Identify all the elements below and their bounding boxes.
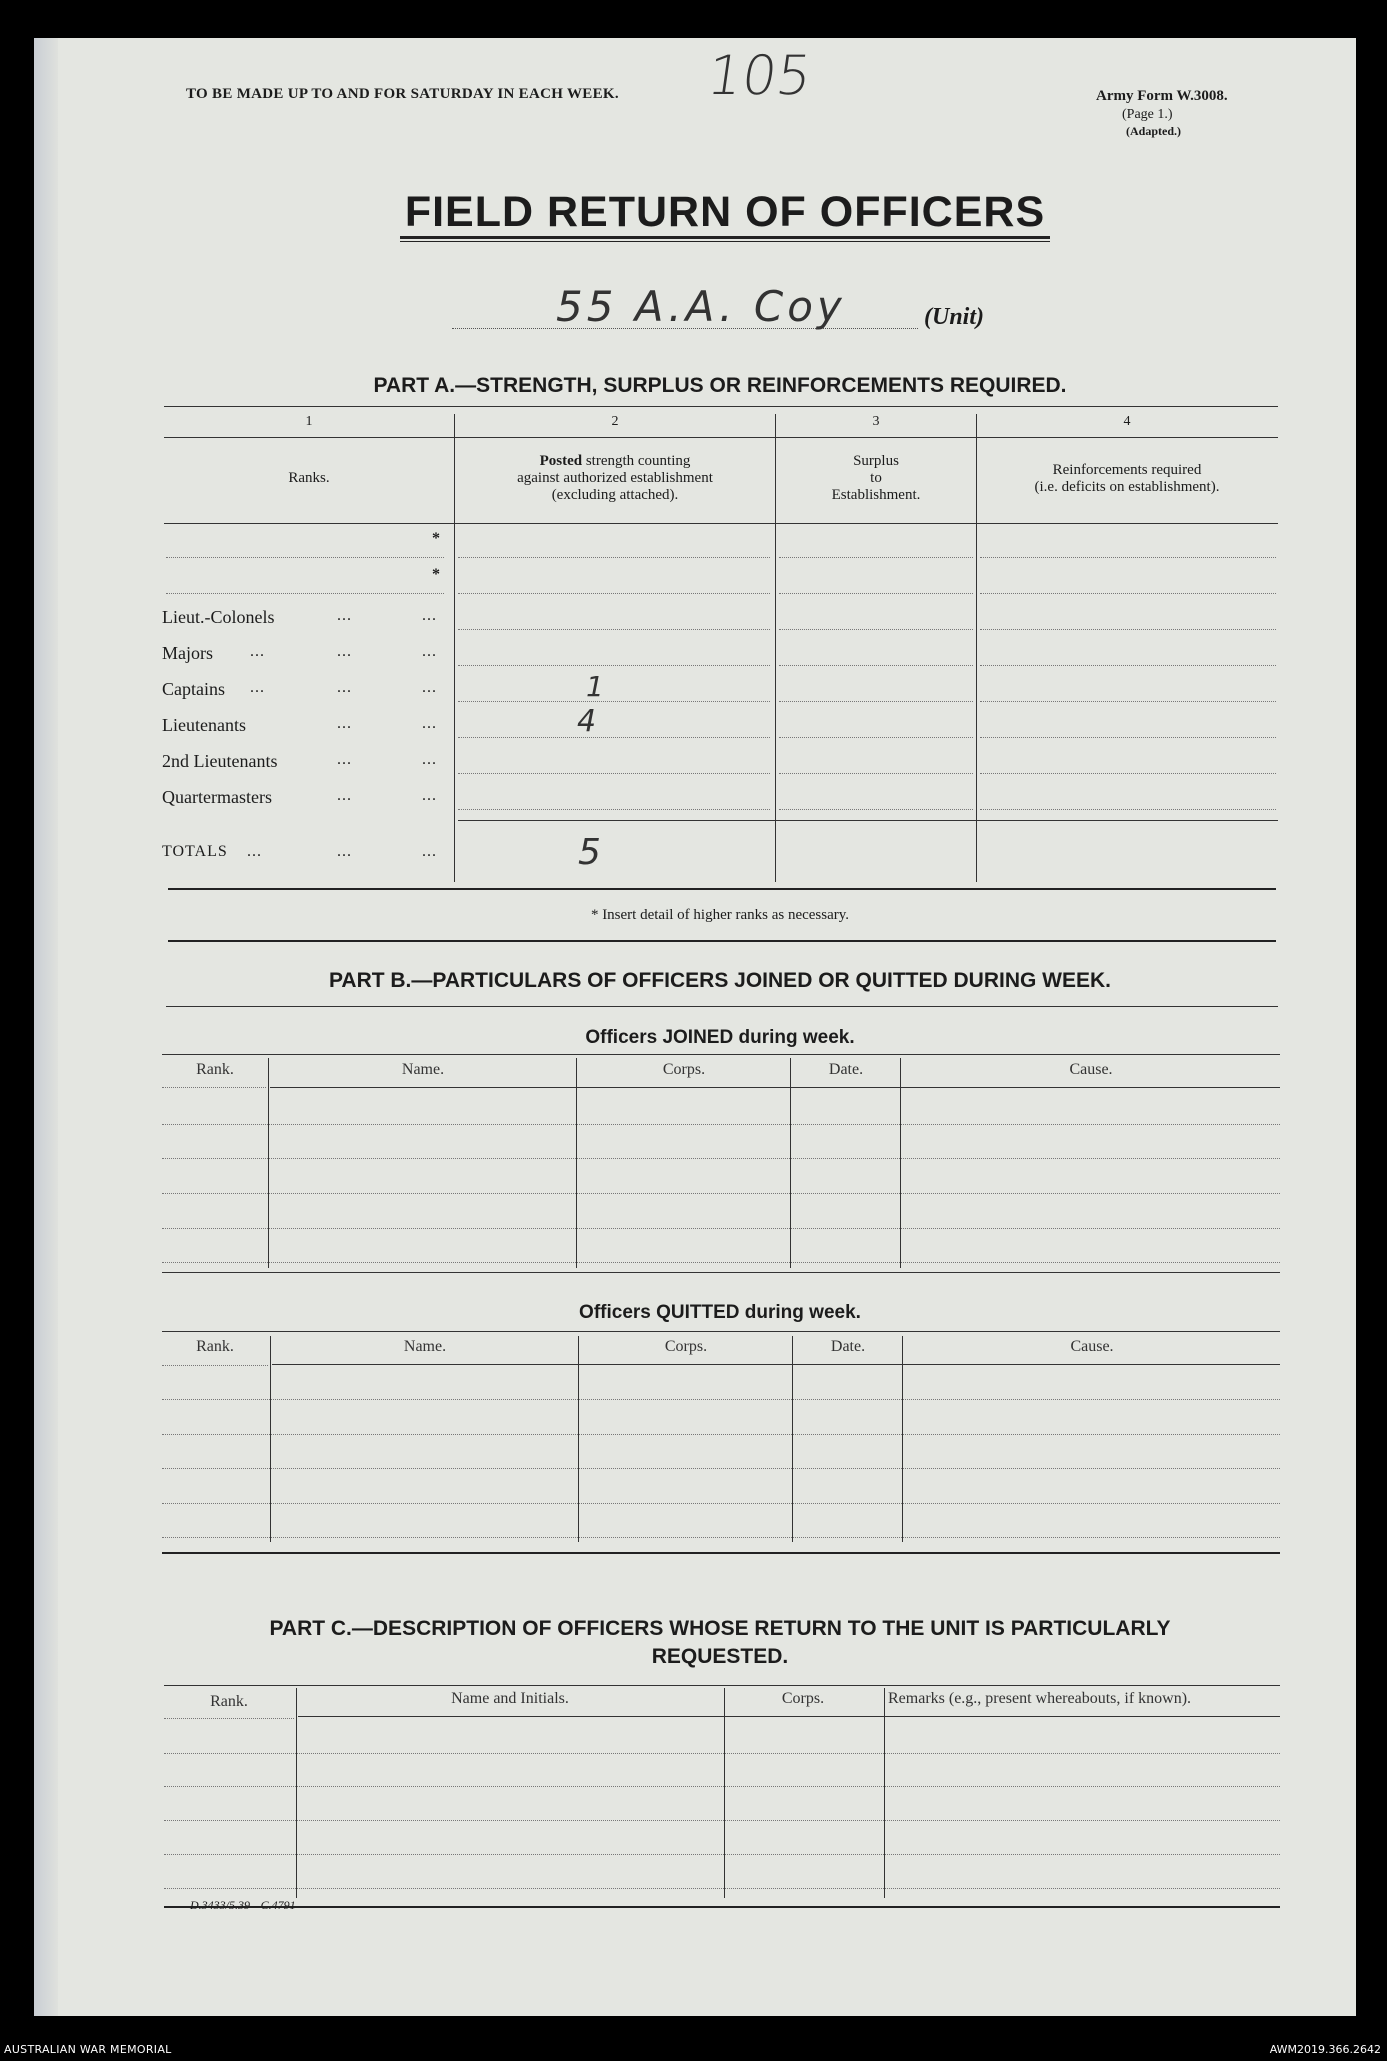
title-underline-thin: [400, 241, 1050, 242]
star-marker-1: *: [432, 530, 440, 547]
quitted-row-line: [162, 1399, 1280, 1400]
part-a-vline-1: [454, 414, 455, 882]
quitted-vline: [792, 1336, 793, 1542]
surplus-header-line2: to: [870, 470, 882, 486]
totals-top-rule: [458, 820, 1278, 821]
posted-header-line1: strength counting: [585, 453, 691, 469]
part-b-title-rule: [166, 1006, 1278, 1007]
joined-col-cause: Cause.: [1069, 1061, 1113, 1078]
totals-label: TOTALS: [162, 843, 228, 860]
quitted-col-cause: Cause.: [1070, 1338, 1114, 1355]
posted-header-line3: (excluding attached).: [551, 487, 679, 503]
joined-vline: [790, 1058, 791, 1268]
rank-label-lieutenants: Lieutenants: [162, 715, 246, 735]
part-a-number-rule: [164, 437, 1278, 438]
quitted-vline: [270, 1336, 271, 1542]
row-line: [980, 557, 1276, 558]
quitted-row-line: [162, 1503, 1280, 1504]
part-c-bottom-rule: [164, 1906, 1280, 1908]
part-c-vline: [296, 1688, 297, 1898]
joined-vline: [576, 1058, 577, 1268]
part-c-col-remarks: Remarks (e.g., present whereabouts, if known).: [888, 1690, 1192, 1707]
part-c-row-line: [164, 1753, 1280, 1754]
leader-dots: ...: [422, 787, 437, 804]
leader-dots: ...: [337, 607, 352, 624]
star-row-1-line: [166, 557, 444, 558]
col-number-3: 3: [872, 414, 880, 429]
part-c-title-line1: PART C.—DESCRIPTION OF OFFICERS WHOSE RETURN TO THE UNIT IS PARTICULARLY: [269, 1617, 1171, 1640]
archive-credit: AUSTRALIAN WAR MEMORIAL: [4, 2043, 172, 2056]
part-a-bottom-rule: [168, 888, 1276, 890]
leader-dots: ...: [250, 643, 265, 660]
part-c-row-line: [164, 1718, 294, 1719]
part-a-vline-3: [976, 414, 977, 882]
part-c-vline: [724, 1688, 725, 1898]
row-line: [980, 593, 1276, 594]
part-c-row-line: [164, 1786, 1280, 1787]
part-a-top-rule: [164, 406, 1278, 407]
part-c-title-line2: REQUESTED.: [651, 1645, 789, 1668]
quitted-row-line: [162, 1365, 268, 1366]
joined-row-line: [162, 1228, 1280, 1229]
quitted-col-name: Name.: [403, 1338, 447, 1355]
row-line: [458, 629, 770, 630]
leader-dots: ...: [247, 843, 262, 860]
row-line: [980, 629, 1276, 630]
leader-dots: ...: [422, 843, 437, 860]
leader-dots: ...: [250, 679, 265, 696]
leader-dots: ...: [422, 607, 437, 624]
page-title: FIELD RETURN OF OFFICERS: [404, 188, 1046, 236]
part-b-title: PART B.—PARTICULARS OF OFFICERS JOINED OR QUITTED DURING WEEK.: [328, 969, 1112, 992]
rank-label-captains: Captains: [162, 679, 225, 699]
quitted-title: Officers QUITTED during week.: [579, 1302, 861, 1323]
rank-label-lieut-colonels: Lieut.-Colonels: [162, 607, 275, 627]
part-c-col-name: Name and Initials.: [451, 1690, 569, 1707]
row-line: [458, 737, 770, 738]
row-line: [458, 665, 770, 666]
quitted-top-rule: [162, 1331, 1280, 1332]
reinforcements-header: [977, 462, 1277, 496]
joined-col-name: Name.: [401, 1061, 445, 1078]
row-line: [779, 737, 973, 738]
part-c-row-line: [164, 1854, 1280, 1855]
row-line: [779, 557, 973, 558]
row-line: [458, 701, 770, 702]
row-line: [779, 809, 973, 810]
row-line: [980, 773, 1276, 774]
joined-row-line: [162, 1262, 1280, 1263]
row-line: [779, 773, 973, 774]
posted-captains: 1: [586, 670, 604, 703]
reinforcements-header-line2: (i.e. deficits on establishment).: [1034, 479, 1220, 495]
part-c-vline: [884, 1688, 885, 1898]
joined-col-rank: Rank.: [196, 1061, 234, 1078]
rank-label-2nd-lieutenants: 2nd Lieutenants: [162, 751, 278, 771]
quitted-row-line: [162, 1434, 1280, 1435]
part-a-header-rule: [164, 523, 1278, 524]
quitted-col-corps: Corps.: [664, 1338, 708, 1355]
quitted-vline: [902, 1336, 903, 1542]
print-code: D.3433/5.39—C.4791: [190, 1898, 296, 1912]
paper-shadow-edge: [34, 38, 58, 2016]
row-line: [458, 593, 770, 594]
row-line: [458, 809, 770, 810]
reinforcements-header-line1: Reinforcements required: [1052, 462, 1202, 478]
quitted-row-line: [162, 1468, 1280, 1469]
joined-row-line: [162, 1124, 1280, 1125]
quitted-col-date: Date.: [830, 1338, 866, 1355]
leader-dots: ...: [422, 715, 437, 732]
part-c-top-rule: [164, 1685, 1280, 1686]
posted-totals: 5: [578, 832, 601, 873]
ranks-header: Ranks.: [288, 470, 330, 486]
row-line: [980, 737, 1276, 738]
unit-label: (Unit): [924, 304, 984, 330]
part-c-row-line: [164, 1820, 1280, 1821]
folio-number: 105: [703, 44, 816, 107]
form-adapted: (Adapted.): [1126, 124, 1182, 138]
joined-vline: [268, 1058, 269, 1268]
part-c-row-line: [164, 1888, 1280, 1889]
col-number-1: 1: [305, 414, 313, 429]
leader-dots: ...: [422, 679, 437, 696]
joined-vline: [900, 1058, 901, 1268]
leader-dots: ...: [337, 643, 352, 660]
posted-header-line2: against authorized establishment: [517, 470, 713, 486]
posted-header-bold: Posted: [539, 453, 583, 469]
row-line: [980, 701, 1276, 702]
row-line: [779, 665, 973, 666]
rank-label-quartermasters: Quartermasters: [162, 787, 272, 807]
weekly-instruction: TO BE MADE UP TO AND FOR SATURDAY IN EACH WEEK.: [186, 86, 619, 102]
unit-value: 55 A.A. Coy: [556, 282, 846, 331]
row-line: [779, 629, 973, 630]
part-a-vline-2: [775, 414, 776, 882]
quitted-bottom-rule: [162, 1552, 1280, 1554]
star-marker-2: *: [432, 566, 440, 583]
part-a-footnote: * Insert detail of higher ranks as necessary.: [590, 907, 850, 923]
surplus-header-line1: Surplus: [853, 453, 899, 469]
row-line: [779, 701, 973, 702]
quitted-header-rule: [272, 1364, 1280, 1365]
joined-header-rule: [270, 1087, 1280, 1088]
form-number: Army Form W.3008.: [1096, 88, 1228, 104]
leader-dots: ...: [422, 643, 437, 660]
surplus-header-line3: Establishment.: [831, 487, 921, 503]
col-number-4: 4: [1123, 414, 1131, 429]
row-line: [980, 665, 1276, 666]
part-c-header-rule: [298, 1716, 1280, 1717]
quitted-row-line: [162, 1537, 1280, 1538]
joined-row-line: [162, 1193, 1280, 1194]
title-underline: [400, 236, 1050, 239]
form-page: (Page 1.): [1122, 107, 1173, 122]
joined-title: Officers JOINED during week.: [585, 1027, 855, 1048]
leader-dots: ...: [337, 843, 352, 860]
joined-row-line: [162, 1158, 1280, 1159]
archive-reference: AWM2019.366.2642: [1269, 2043, 1381, 2056]
star-row-2-line: [166, 593, 444, 594]
surplus-header: [776, 453, 976, 504]
quitted-col-rank: Rank.: [196, 1338, 234, 1355]
rank-label-majors: Majors: [162, 643, 213, 663]
joined-row-line: [162, 1087, 266, 1088]
joined-top-rule: [162, 1054, 1280, 1055]
joined-col-date: Date.: [828, 1061, 864, 1078]
joined-bottom-rule: [162, 1272, 1280, 1273]
part-c-col-rank: Rank.: [210, 1693, 248, 1710]
row-line: [980, 809, 1276, 810]
leader-dots: ...: [337, 787, 352, 804]
leader-dots: ...: [422, 751, 437, 768]
part-c-col-corps: Corps.: [781, 1690, 825, 1707]
row-line: [458, 557, 770, 558]
posted-lieutenants: 4: [577, 704, 597, 739]
row-line: [458, 773, 770, 774]
leader-dots: ...: [337, 751, 352, 768]
part-a-end-rule: [168, 940, 1276, 942]
joined-col-corps: Corps.: [662, 1061, 706, 1078]
row-line: [779, 593, 973, 594]
part-a-title: PART A.—STRENGTH, SURPLUS OR REINFORCEMENTS REQUIRED.: [373, 374, 1067, 397]
col-number-2: 2: [611, 414, 619, 429]
quitted-vline: [578, 1336, 579, 1542]
posted-header: [455, 453, 775, 504]
leader-dots: ...: [337, 715, 352, 732]
leader-dots: ...: [337, 679, 352, 696]
